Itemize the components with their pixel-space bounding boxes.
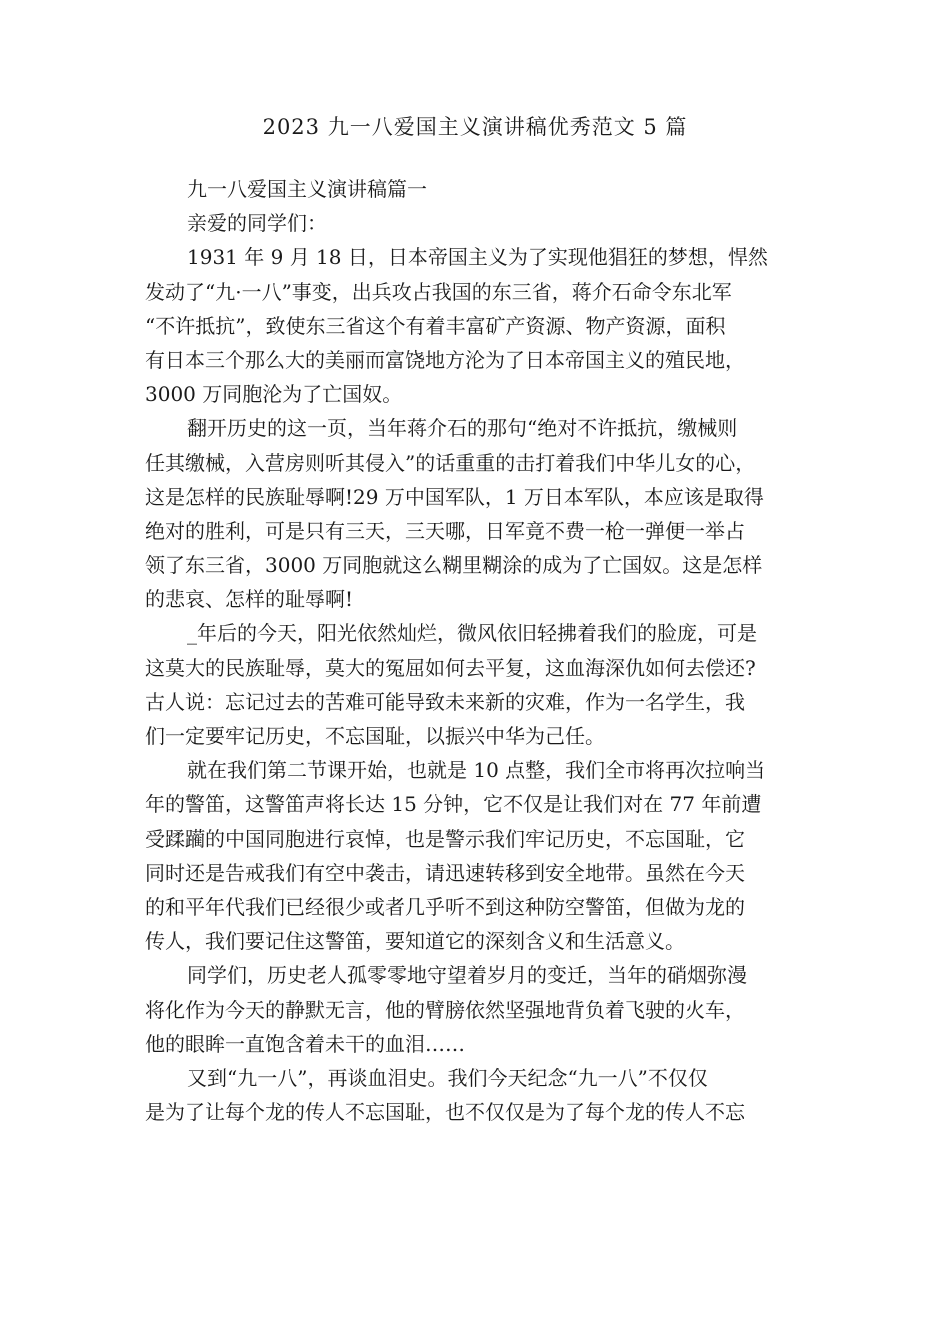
text-line: 领了东三省，3000 万同胞就这么糊里糊涂的成为了亡国奴。这是怎样: [145, 553, 763, 578]
document-body: [145, 172, 810, 1129]
text-line: 们一定要牢记历史，不忘国耻，以振兴中华为己任。: [145, 724, 605, 748]
text-line: 绝对的胜利，可是只有三天，三天哪，日军竟不费一枪一弹便一举占: [145, 518, 745, 543]
text-line: 的和平年代我们已经很少或者几乎听不到这种防空警笛，但做为龙的: [145, 894, 745, 919]
text-line: 的悲哀、怎样的耻辱啊!: [145, 587, 354, 612]
text-line: 3000 万同胞沦为了亡国奴。: [145, 382, 403, 407]
text-line: 翻开历史的这一页，当年蒋介石的那句“绝对不许抵抗，缴械则: [187, 416, 738, 441]
text-line: 这莫大的民族耻辱，莫大的冤屈如何去平复，这血海深仇如何去偿还?: [145, 655, 756, 680]
text-line: 古人说：忘记过去的苦难可能导致未来新的灾难，作为一名学生，我: [145, 689, 745, 714]
text-line: 将化作为今天的静默无言，他的臂膀依然坚强地背负着飞驶的火车，: [145, 997, 745, 1022]
text-line: 九一八爱国主义演讲稿篇一: [187, 177, 427, 201]
text-line: 1931 年 9 月 18 日，日本帝国主义为了实现他猖狂的梦想，悍然: [187, 245, 768, 270]
text-line: 受蹂躏的中国同胞进行哀悼，也是警示我们牢记历史，不忘国耻，它: [145, 826, 745, 851]
text-line: _年后的今天，阳光依然灿烂，微风依旧轻拂着我们的脸庞，可是: [187, 621, 757, 646]
text-line: 同时还是告戒我们有空中袭击，请迅速转移到安全地带。虽然在今天: [145, 860, 745, 885]
text-line: 就在我们第二节课开始，也就是 10 点整，我们全市将再次拉响当: [187, 758, 766, 783]
text-line: 有日本三个那么大的美丽而富饶地方沦为了日本帝国主义的殖民地，: [145, 347, 745, 372]
text-line: 又到“九一八”，再谈血泪史。我们今天纪念“九一八”不仅仅: [187, 1065, 708, 1090]
text-line: “不许抵抗”，致使东三省这个有着丰富矿产资源、物产资源，面积: [145, 313, 726, 338]
text-line: 传人，我们要记住这警笛，要知道它的深刻含义和生活意义。: [145, 929, 685, 954]
text-line: 亲爱的同学们：: [187, 211, 327, 236]
text-line: 任其缴械，入营房则听其侵入”的话重重的击打着我们中华儿女的心，: [145, 450, 756, 475]
text-line: 同学们，历史老人孤零零地守望着岁月的变迁，当年的硝烟弥漫: [187, 963, 747, 988]
text-line: 是为了让每个龙的传人不忘国耻，也不仅仅是为了每个龙的传人不忘: [145, 1100, 745, 1125]
document-title: 2023 九一八爱国主义演讲稿优秀范文 5 篇: [262, 115, 688, 139]
text-line: 这是怎样的民族耻辱啊!29 万中国军队，1 万日本军队，本应该是取得: [145, 484, 764, 509]
text-line: 发动了“九·一八”事变，出兵攻占我国的东三省，蒋介石命令东北军: [145, 279, 732, 304]
text-line: 他的眼眸一直饱含着未干的血泪……: [145, 1031, 465, 1056]
text-line: 年的警笛，这警笛声将长达 15 分钟，它不仅是让我们对在 77 年前遭: [145, 792, 762, 817]
